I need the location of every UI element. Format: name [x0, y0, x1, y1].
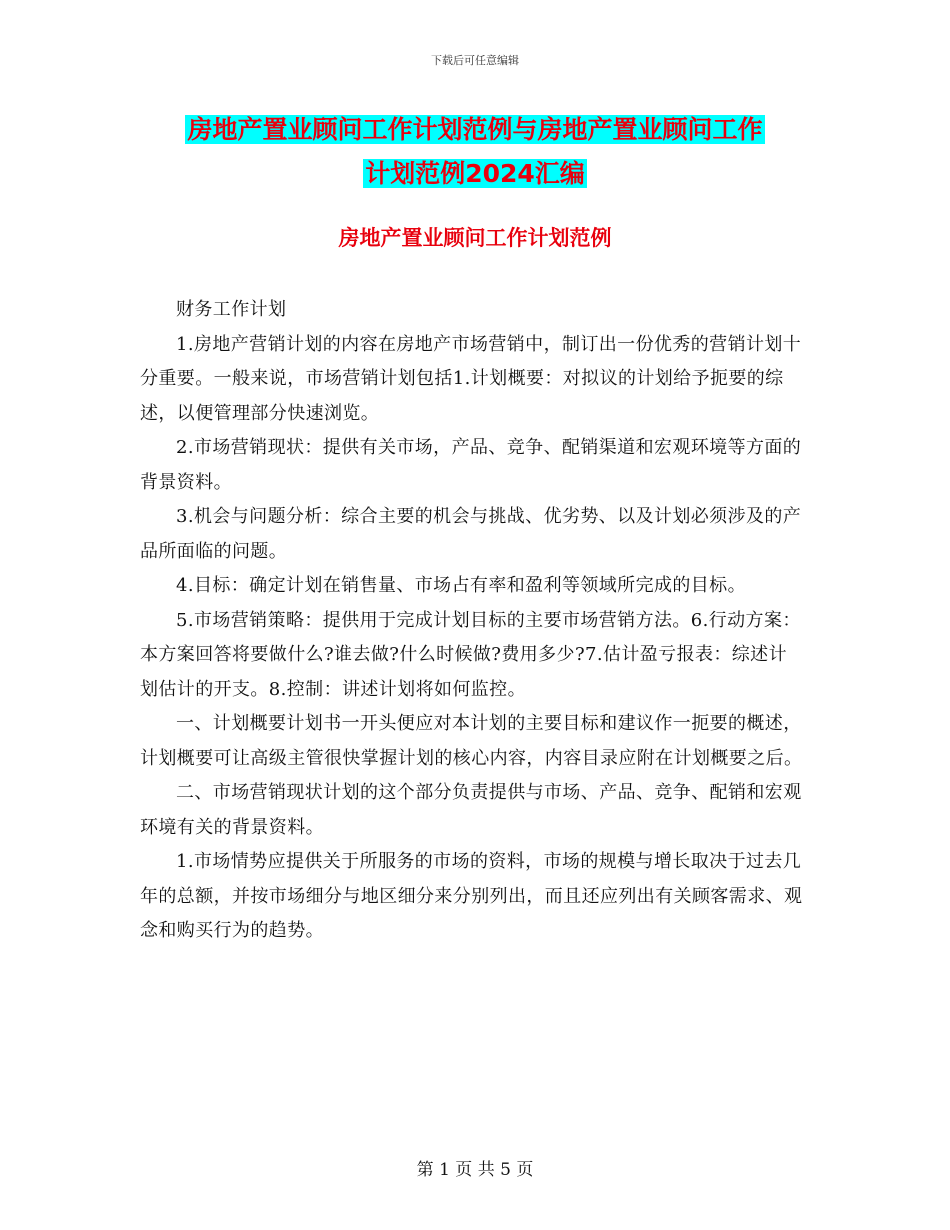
paragraph-2: 2.市场营销现状：提供有关市场，产品、竞争、配销渠道和宏观环境等方面的背景资料。 [140, 437, 802, 493]
paragraph-3: 3.机会与问题分析：综合主要的机会与挑战、优劣势、以及计划必须涉及的产品所面临的问题。 [140, 506, 802, 562]
section-title: 房地产置业顾问工作计划范例 [338, 226, 612, 250]
document-title-line-2 [0, 152, 950, 196]
title-line-2-text: 计划范例2024汇编 [365, 159, 585, 188]
paragraph-finance-plan: 财务工作计划 [176, 299, 287, 320]
title-line-1-text: 房地产置业顾问工作计划范例与房地产置业顾问工作 [187, 115, 763, 144]
page-number-footer: 第 1 页 共 5 页 [416, 1160, 534, 1180]
paragraph-8: 1.市场情势应提供关于所服务的市场的资料，市场的规模与增长取决于过去几年的总额，并按市场细分与地区细分来分别列出，而且还应列出有关顾客需求、观念和购买行为的趋势。 [140, 851, 803, 941]
paragraph-7: 二、市场营销现状计划的这个部分负责提供与市场、产品、竞争、配销和宏观环境有关的背景资料。 [140, 782, 802, 838]
paragraph-6: 一、计划概要计划书一开头便应对本计划的主要目标和建议作一扼要的概述，计划概要可让高级主管很快掌握计划的核心内容，内容目录应附在计划概要之后。 [140, 713, 803, 769]
paragraph-5: 5.市场营销策略：提供用于完成计划目标的主要市场营销方法。6.行动方案：本方案回答将要做什么?谁去做?什么时候做?费用多少?7.估计盈亏报表：综述计划估计的开支。8.控制：讲述计划将如何监控。 [140, 609, 801, 700]
document-title-line-1 [0, 108, 950, 152]
document-body [140, 293, 805, 949]
header-note: 下载后可任意编辑 [431, 54, 519, 67]
paragraph-4: 4.目标：确定计划在销售量、市场占有率和盈利等领域所完成的目标。 [176, 575, 746, 596]
paragraph-1: 1.房地产营销计划的内容在房地产市场营销中，制订出一份优秀的营销计划十分重要。一般来说，市场营销计划包括1.计划概要：对拟议的计划给予扼要的综述，以便管理部分快速浏览。 [140, 333, 802, 424]
document-title [0, 108, 950, 196]
